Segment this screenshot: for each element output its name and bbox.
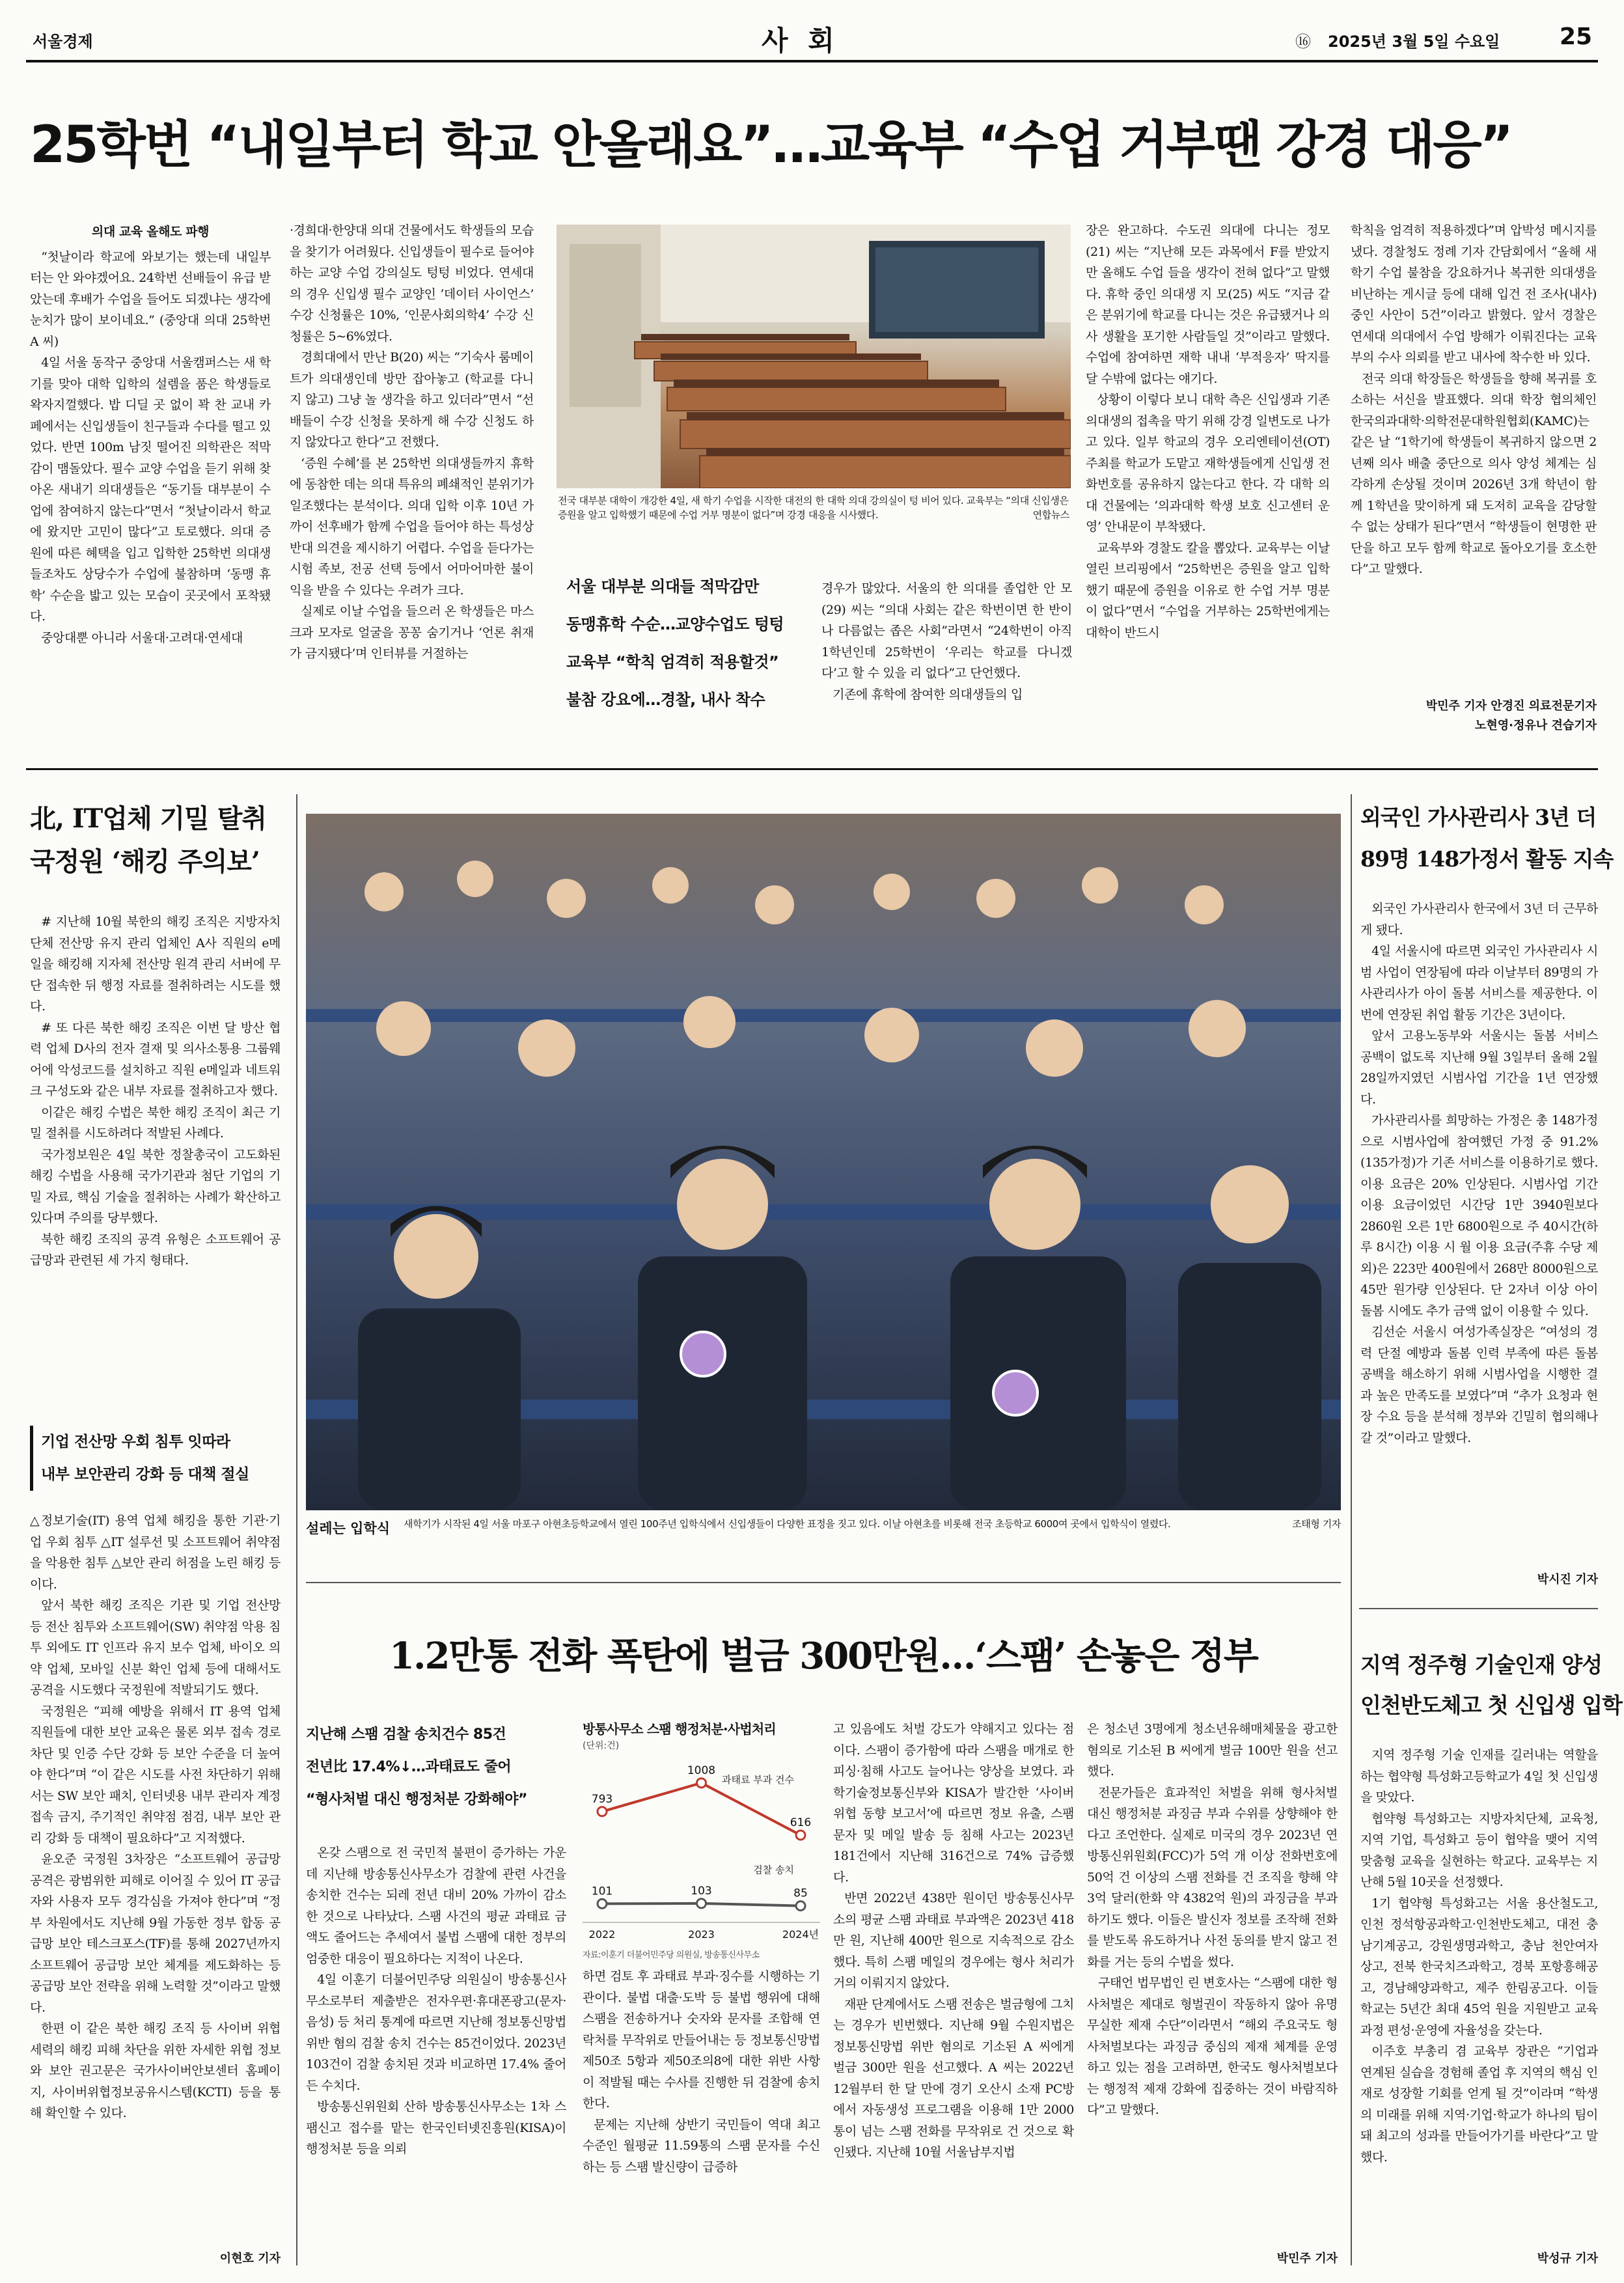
top-subheads (566, 568, 807, 719)
top-subhead: 동맹휴학 수순…교양수업도 텅텅 (566, 615, 784, 633)
lecture-hall-photo (557, 225, 1071, 488)
chart-series-label: 과태료 부과 건수 (722, 1774, 794, 1786)
housekeeper-para: 외국인 가사관리사 한국에서 3년 더 근무하게 됐다. (1360, 902, 1598, 937)
chart-unit: (단위:건) (583, 1741, 620, 1751)
header-rule (26, 60, 1598, 62)
top-col-2-p: 실제로 이날 수업을 들으러 온 학생들은 마스크과 모자로 얼굴을 꽁꽁 숨기거나 ‘언론 취재가 금지됐다’며 인터뷰를 거절하는 (290, 604, 534, 661)
photo2-credit: 조태형 기자 (1292, 1518, 1341, 1530)
nk-para: 앞서 북한 해킹 조직은 기관 및 기업 전산망 등 전산 침투와 소프트웨어(SW) 취약점 악용 침투 외에도 IT 인프라 유지 보수 업체, 바이오 의약 업체, 모바일 신분 확인 업체 등에 대해서도 공격을 시도했다 국정원에 적발되기도 했다. (30, 1598, 281, 1697)
top-byline-1: 박민주 기자 안경진 의료전문기자 (1425, 699, 1597, 713)
spam-col-1 (306, 1842, 566, 2265)
spam-para: 하면 검토 후 과태료 부과·징수를 시행하는 기관이다. 불법 대출·도박 등 불법 행위에 대해 스팸을 전송하거나 숫자와 문자를 조합해 연락처를 무작위로 만들어내는 등 정보통신망법 제50조 5항과 제50조의8에 대한 위반 사항이 적발될 때는 수사를 진행한 뒤 검찰에 송치한다. (583, 1969, 820, 2110)
nk-para: △정보기술(IT) 용역 업체 해킹을 통한 기관·기업 우회 침투 △IT 설루션 및 소프트웨어 취약점을 악용한 침투 △보안 관리 허점을 노린 해킹 등이다. (30, 1514, 281, 1592)
nk-para: 한편 이 같은 북한 해킹 조직 등 사이버 위협 세력의 해킹 피해 차단을 위한 자세한 위협 정보와 보안 권고문은 국가사이버안보센터 홈페이지, 사이버위협정보공유시스템(KCTI) 등을 통해 확인할 수 있다. (30, 2021, 281, 2120)
nk-headline-2: 국정원 ‘해킹 주의보’ (30, 846, 260, 877)
top-col-3b-p: 경우가 많았다. 서울의 한 의대를 졸업한 안 모(29) 씨는 “의대 사회는 같은 학번이면 한 반이나 다름없는 좁은 사회”라면서 “24학번이 아직 1학년인데 25학번이 ‘우리는 학교를 다니겠다’고 할 수 있을 리 없다”고 단언했다. (821, 581, 1072, 680)
chart-value-label: 101 (591, 1885, 613, 1898)
spam-subhead: “형사처벌 대신 행정처분 강화해야” (306, 1792, 527, 1808)
school-para: 지역 정주형 기술 인재를 길러내는 역할을 하는 협약형 특성화고등학교가 4일 첫 신입생을 맞았다. (1360, 1748, 1598, 1805)
chart-tick-label: 2023 (688, 1928, 715, 1941)
edition-mark: ⑯ (1295, 33, 1311, 51)
nk-subhead: 기업 전산망 우회 침투 잇따라 (41, 1433, 230, 1450)
spam-para: 문제는 지난해 상반기 국민들이 역대 최고 수준인 월평균 11.59통의 스팸 문자를 수신하는 등 스팸 발신량이 급증하 (583, 2117, 820, 2174)
spam-para: 온갖 스팸으로 전 국민적 불편이 증가하는 가운데 지난해 방송통신사무소가 검찰에 관련 사건을 송치한 건수는 되레 전년 대비 20% 가까이 감소한 것으로 나타났다. 스팸 사건의 평균 과태료 금액도 줄어드는 추세여서 불법 스팸에 대한 정부의 엄중한 대응이 필요하다는 지적이 나온다. (306, 1846, 566, 1966)
chart-value-label: 1008 (687, 1764, 716, 1777)
section-title: 사 회 (762, 25, 840, 57)
chart-point (796, 1831, 805, 1840)
entrance-ceremony-photo (306, 814, 1341, 1510)
housekeeper-col (1360, 898, 1598, 1572)
top-col-1-p: 중앙대뿐 아니라 서울대·고려대·연세대 (41, 630, 243, 645)
spam-para: 구태언 법무법인 린 변호사는 “스팸에 대한 형사처벌은 제대로 형벌권이 작동하지 않아 유명무실한 제재 수단”이라면서 “해외 주요국도 형사처벌보다는 과징금 중심의 제재 체계를 운영하고 있는 점을 고려하면, 한국도 형사처벌보다는 행정적 제재 강화에 집중하는 것이 바람직하다”고 말했다. (1087, 1976, 1338, 2117)
top-col-2-p: ·경희대·한양대 의대 건물에서도 학생들의 모습을 찾기가 어려웠다. 신입생들이 필수로 들어야 하는 교양 수업 강의실도 텅텅 비었다. 연세대의 경우 신입생 필수 교양인 ‘데이터 사이언스’ 수강 신청률은 10%, ‘인문사회의학4’ 수강 신청률은 5~6%였다. (290, 223, 534, 344)
housekeeper-para: 김선순 서울시 여성가족실장은 “여성의 경력 단절 예방과 돌봄 인력 부족에 따른 돌봄 공백을 해소하기 위해 시범사업을 시행한 결과 높은 만족도를 보였다”며 “추가 요청과 현장 수요 등을 분석해 정부와 긴밀히 협의해나갈 것”이라고 말했다. (1360, 1325, 1598, 1445)
nk-para: # 또 다른 북한 해킹 조직은 이번 달 방산 협력 업체 D사의 전자 결재 및 의사소통용 그룹웨어에 악성코드를 설치하고 직원 e메일과 네트워크 구성도와 같은 내부 자료를 절취하고자 했다. (30, 1020, 281, 1098)
chart-point (796, 1902, 805, 1911)
right-column-divider (1351, 794, 1352, 2265)
spam-para: 재판 단계에서도 스팸 전송은 벌금형에 그치는 경우가 빈번했다. 지난해 9월 수원지법은 정보통신망법 위반 혐의로 기소된 A 씨에게 벌금 300만 원을 선고했다. A 씨는 2022년 12월부터 한 달 만에 경기 오산시 소재 PC방에서 자동생성 프로그램을 이용해 1만 2000통이 넘는 스팸 전화를 무작위로 건 것으로 확인됐다. 지난해 10월 서울남부지법 (833, 1997, 1074, 2159)
nk-subhead-box (30, 1426, 292, 1491)
housekeeper-byline: 박시진 기자 (1537, 1573, 1598, 1586)
spam-chart-svg (583, 1751, 820, 1946)
chart-tick-label: 2024년 (782, 1928, 819, 1941)
photo2-caption (404, 1517, 1341, 1531)
chart-value-label: 793 (591, 1792, 613, 1806)
paper-name: 서울경제 (33, 33, 93, 51)
school-headline-1: 지역 정주형 기술인재 양성 (1360, 1652, 1603, 1678)
top-subhead: 불참 강요에…경찰, 내사 착수 (566, 691, 765, 709)
spam-subhead: 전년比 17.4%↓…과태료도 줄어 (306, 1759, 512, 1775)
nk-para: 윤오준 국정원 3차장은 “소프트웨어 공급망 공격은 광범위한 피해로 이어질 수 있어 IT 공급자와 사용자 모두 경각심을 가져야 한다”며 “정부 차원에서도 지난해 9월 가동한 정부 합동 공급망 보안 테스크포스(TF)를 통해 2027년까지 소프트웨어 공급망 보안 체계를 제도화하는 등 공급망 보안 전략을 위해 노력할 것”이라고 말했다. (30, 1852, 281, 2015)
chart-point (697, 1899, 706, 1908)
top-col-5-p: 학칙을 엄격히 적용하겠다”며 압박성 메시지를 냈다. 경찰청도 정례 기자 간담회에서 “올해 새 학기 수업 불참을 강요하거나 복귀한 의대생을 비난하는 게시글 등에 대해 입건 전 조사(내사) 중인 사안이 5건”이라고 밝혔다. 앞서 경찰은 연세대 의대에서 수업 방해가 이뤄진다는 교육부의 수사 의뢰를 받고 내사에 착수한 바 있다. (1351, 223, 1597, 365)
spam-byline: 박민주 기자 (1276, 2252, 1338, 2265)
right-story-divider (1359, 1608, 1598, 1609)
top-col-1-p: “첫날이라 학교에 와보기는 했는데 내일부터는 안 와야겠어요. 24학번 선배들이 유급 받았는데 후배가 수업을 들어도 되겠냐는 생각에 눈치가 많이 보이네요.” (중앙대 의대 25학번 A 씨) (30, 249, 271, 349)
housekeeper-para: 4일 서울시에 따르면 외국인 가사관리사 시범 사업이 연장됨에 따라 이날부터 89명의 가사관리사가 아이 돌봄 서비스를 제공한다. 이번에 연장된 취업 활동 기간은 3년이다. (1360, 944, 1598, 1022)
housekeeper-para: 앞서 고용노동부와 서울시는 돌봄 서비스 공백이 없도록 지난해 9월 3일부터 올해 2월 28일까지였던 시범사업 기간을 1년 연장했다. (1360, 1029, 1598, 1107)
nk-col-b (30, 1510, 281, 2246)
top-photo-caption (558, 493, 1069, 522)
nk-byline: 이현호 기자 (219, 2252, 281, 2265)
chart-tick-label: 2022 (588, 1928, 616, 1941)
top-col-1-p: 4일 서울 동작구 중앙대 서울캠퍼스는 새 학기를 맞아 대학 입학의 설렘을 품은 학생들로 왁자지껄했다. 밥 디딜 곳 없이 꽉 찬 교내 카페에서는 신입생들이 친구들과 수다를 떨고 있었다. 반면 100m 남짓 떨어진 의학관은 적막감이 맴돌았다. 필수 교양 수업을 듣기 위해 찾아온 새내기 의대생들은 “동기들 대부분이 수업에 참여하지 않는다”면서 “첫날이라서 학교에 왔지만 고민이 많다”고 토로했다. 의대 증원에 따른 혜택을 입고 입학한 25학번 의대생들조차도 상당수가 수업에 불참하며 ‘동맹 휴학’ 수순을 밟고 있는 모습이 곳곳에서 포착됐다. (30, 355, 271, 624)
spam-col-4 (833, 1719, 1074, 2265)
chart-point (598, 1807, 607, 1816)
chart-value-label: 103 (691, 1884, 712, 1898)
chart-series-line (602, 1783, 801, 1835)
nk-para: 북한 해킹 조직의 공격 유형은 소프트웨어 공급망과 관련된 세 가지 형태다. (30, 1232, 281, 1267)
school-col (1360, 1745, 1598, 2249)
chart-source: 자료:이훈기 더불어민주당 의원실, 방송통신사무소 (583, 1950, 760, 1960)
photo2-caption-text: 새학기가 시작된 4일 서울 마포구 아현초등학교에서 열린 100주년 입학식에서 신입생들이 다양한 표정을 짓고 있다. 이날 아현초를 비롯해 전국 초등학교 6000여 곳에서 입학식이 열렸다. (404, 1518, 1171, 1530)
school-byline: 박성규 기자 (1537, 2252, 1598, 2265)
left-column-divider (296, 794, 297, 2265)
chart-value-label: 616 (790, 1816, 812, 1829)
top-col-3b (821, 578, 1072, 747)
spam-col-3 (583, 1966, 820, 2265)
spam-top-rule (306, 1582, 1341, 1583)
top-col-4-p: 장은 완고하다. 수도권 의대에 다니는 정모(21) 씨는 “지난해 모든 과목에서 F를 받았지만 올해도 수업 들을 생각이 전혀 없다”고 말했다. 휴학 중인 의대생 지 모(25) 씨도 “지금 같은 분위기에 학교를 다니는 것은 유급됐거나 의사 생활을 포기한 사람들일 것”이라고 말했다. 수업에 참여하면 재학 내내 ‘부적응자’ 딱지를 달 수밖에 없다는 얘기다. (1086, 223, 1330, 386)
top-subhead: 서울 대부분 의대들 적막감만 (566, 577, 759, 596)
school-para: 이주호 부총리 겸 교육부 장관은 “기업과 연계된 실습을 경험해 졸업 후 지역의 핵심 인재로 성장할 기회를 얻게 될 것”이라며 “학생의 미래를 위해 지역·기업·학교가 하나의 팀이 돼 최고의 성과를 만들어가기를 바란다”고 말했다. (1360, 2044, 1598, 2165)
spam-para: 4일 이훈기 더불어민주당 의원실이 방송통신사무소로부터 제출받은 전자우편·휴대폰광고(문자·음성) 등 처리 통계에 따르면 지난해 정보통신망법 위반 혐의 검찰 송치 건수는 85건이었다. 2023년 103건이 검찰 송치된 것과 비교하면 17.4% 줄어든 수치다. (306, 1972, 566, 2093)
top-story-bottom-rule (26, 768, 1598, 770)
nk-col-a (30, 911, 281, 1419)
school-headline-2: 인천반도체고 첫 신입생 입학 (1360, 1693, 1623, 1718)
top-col-1 (30, 221, 271, 745)
top-col-4-p: 상황이 이렇다 보니 대학 측은 신입생과 기존 의대생의 접촉을 막기 위해 강경 일변도로 나가고 있다. 일부 학교의 경우 오리엔테이션(OT) 주최를 학교가 도맡고 재학생들에게 신입생 전화번호를 공유하지 않는다고 한다. 각 대학 의대 건물에는 ‘의과대학 학생 보호 신고센터 운영’ 안내문이 부착됐다. (1086, 393, 1330, 534)
top-col-2-p: 경희대에서 만난 B(20) 씨는 “기숙사 룸메이트가 의대생인데 방만 잡아놓고 (학교를 다니지 않고) 그냥 놀 생각을 하고 있더라”면서 “선배들이 수강 신청을 못하게 해 수강 신청도 하지 않았다고 한다”고 전했다. (290, 350, 534, 449)
nk-para: # 지난해 10월 북한의 해킹 조직은 지방자치단체 전산망 유지 관리 업체인 A사 직원의 e메일을 해킹해 지자체 전산망 원격 관리 서버에 무단 접속한 뒤 행정 자료를 절취하려는 시도를 했다. (30, 915, 281, 1014)
school-para: 협약형 특성화고는 지방자치단체, 교육청, 지역 기업, 특성화고 등이 협약을 맺어 지역 맞춤형 교육을 실현하는 학교다. 교육부는 지난해 5월 10곳을 선정했다. (1360, 1811, 1598, 1889)
school-para: 1기 협약형 특성화고는 서울 용산철도고, 인천 정석항공과학고·인천반도체고, 대전 충남기계공고, 강원생명과학고, 충남 천안여자상고, 전북 한국치즈과학고, 경북 포항흥해공고, 경남해양과학고, 제주 한림공고다. 이들 학교는 5년간 최대 45억 원을 지원받고 교육과정 편성·운영에 자율성을 갖는다. (1360, 1896, 1598, 2038)
housekeeper-headline-2: 89명 148가정서 활동 지속 (1360, 846, 1614, 872)
spam-col-5 (1087, 1719, 1338, 2246)
spam-para: 반면 2022년 438만 원이던 방송통신사무소의 평균 스팸 과태료 부과액은 2023년 418만 원, 지난해 400만 원으로 지속적으로 감소했다. 특히 스팸 메일의 경우에는 형사 처리가 거의 이뤄지지 않았다. (833, 1891, 1074, 1990)
spam-subheads (306, 1719, 566, 1816)
spam-para: 고 있음에도 처벌 강도가 약해지고 있다는 점이다. 스팸이 증가함에 따라 스팸을 매개로 한 피싱·침해 사고도 늘어나는 양상을 보였다. 과학기술정보통신부와 KISA가 발간한 ‘사이버 위협 동향 보고서’에 따르면 정보 유출, 스팸 문자 및 메일 발송 등 침해 사고는 2023년 181건에서 지난해 316건으로 74% 급증했다. (833, 1722, 1074, 1885)
nk-para: 국가정보원은 4일 북한 정찰총국이 고도화된 해킹 수법을 사용해 국가기관과 첨단 기업의 기밀 자료, 핵심 기술을 절취하는 사례가 확산하고 있다며 주의를 당부했다. (30, 1147, 281, 1225)
spam-para: 은 청소년 3명에게 청소년유해매체물을 광고한 혐의로 기소된 B 씨에게 벌금 100만 원을 선고했다. (1087, 1722, 1338, 1778)
chart-point (598, 1899, 607, 1908)
nk-para: 이같은 해킹 수법은 북한 해킹 조직이 최근 기밀 절취를 시도하려다 적발된 사례다. (30, 1105, 281, 1141)
top-col-4-p: 교육부와 경찰도 칼을 뽑았다. 교육부는 이날 열린 브리핑에서 “25학번은 증원을 알고 입학했기 때문에 증원을 이유로 한 수업 거부 명분이 없다”면서 “수업을 거부하는 25학번에게는 대학이 반드시 (1086, 540, 1330, 640)
spam-chart (583, 1719, 820, 1959)
spam-para: 방송통신위원회 산하 방송통신사무소는 1차 스팸신고 접수를 맡는 한국인터넷진흥원(KISA)이 행정처분 등을 의뢰 (306, 2099, 566, 2156)
housekeeper-headline-1: 외국인 가사관리사 3년 더 (1360, 805, 1597, 830)
spam-para: 전문가들은 효과적인 처벌을 위해 형사처벌 대신 행정처분 과징금 부과 수위를 상향해야 한다고 조언한다. 실제로 미국의 경우 2023년 연방통신위원회(FCC)가 5억 개 이상 전화번호에 50억 건 이상의 스팸 전화를 건 조직을 향해 약 3억 달러(한화 약 4382억 원)의 과징금을 부과하기도 했다. 이들은 발신자 정보를 조작해 전화를 받도록 유도하거나 사전 동의를 받지 않고 전화를 거는 등의 수법을 썼다. (1087, 1785, 1338, 1969)
top-photo-caption-text: 전국 대부분 대학이 개강한 4일, 새 학기 수업을 시작한 대전의 한 대학 의대 강의실이 텅 비어 있다. 교육부는 “의대 신입생은 증원을 알고 입학했기 때문에 수업 거부 명분이 없다”며 강경 대응을 시사했다. (558, 495, 1069, 521)
chart-value-label: 85 (793, 1887, 808, 1900)
chart-title: 방통사무소 스팸 행정처분·사법처리 (583, 1721, 776, 1737)
top-subhead: 교육부 “학칙 엄격히 적용할것” (566, 653, 779, 671)
top-col-2 (290, 220, 534, 745)
page-number: 25 (1560, 23, 1593, 50)
housekeeper-para: 가사관리사를 희망하는 가정은 총 148가정으로 시범사업에 참여했던 가정 중 91.2%(135가정)가 기존 서비스를 이용하기로 했다. 이용 요금은 20% 인상된다. 시범사업 기간 이용 요금이었던 시간당 1만 3940원보다 2860원 오른 1만 6800원으로 주 40시간(하루 8시간) 이용 시 월 이용 요금(주휴 수당 제외)은 223만 400원에서 268만 8000원으로 45만 원가량 인상된다. 단 2자녀 이상 아이 돌봄 시에도 추가 금액 없이 이용할 수 있다. (1360, 1113, 1598, 1318)
top-col-5-p: 전국 의대 학장들은 학생들을 향해 복귀를 호소하는 서신을 발표했다. 의대 학장 협의체인 한국의과대학·의학전문대학원협회(KAMC)는 같은 날 “1학기에 학생들이 복귀하지 않으면 2년째 의사 배출 중단으로 의사 양성 체계는 심각하게 손상될 것이며 2026년 3개 학년이 함께 1학년을 맞이하게 돼 도저히 교육을 감당할 수 없는 상태가 된다”면서 “학생들이 현명한 판단을 하고 모두 함께 학교로 돌아오기를 호소한다”고 말했다. (1351, 371, 1597, 576)
top-col-2-p: ‘증원 수혜’를 본 25학번 의대생들까지 휴학에 동참한 데는 의대 특유의 폐쇄적인 분위기가 일조했다는 분석이다. 의대 입학 이후 10년 가까이 선후배가 함께 수업을 들어야 하는 특성상 반대 의견을 제시하기 어렵다. 수업을 듣다가는 시험 족보, 전공 선택 등에서 어마어마한 불이익을 받을 수 있다는 우려가 크다. (290, 456, 534, 598)
top-byline-2: 노현영·정유나 견습기자 (1475, 719, 1597, 732)
top-photo-credit: 연합뉴스 (1032, 509, 1069, 521)
nk-headline-1: 北, IT업체 기밀 탈취 (30, 803, 267, 834)
chart-series-label: 검찰 송치 (753, 1864, 794, 1876)
top-col-4 (1086, 220, 1330, 747)
chart-point (697, 1778, 706, 1788)
top-col-5 (1351, 220, 1597, 699)
photo2-title: 설레는 입학식 (306, 1521, 391, 1536)
top-col-3b-p: 기존에 휴학에 참여한 의대생들의 입 (833, 687, 1023, 702)
spam-headline: 1.2만통 전화 폭탄에 벌금 300만원…‘스팸’ 손놓은 정부 (389, 1635, 1258, 1678)
top-kicker: 의대 교육 올해도 파행 (91, 225, 210, 239)
nk-para: 국정원은 “피해 예방을 위해서 IT 용역 업체 직원들에 대한 보안 교육은 물론 외부 접속 경로 차단 및 인증 수단 강화 등 보안 수준을 더 높여야 한다”며 “이 같은 시도를 사전 차단하기 위해서는 SW 보안 패치, 인터넷용 내부 관리자 계정 접속 금지, 주기적인 취약점 점검, 내부 보안 관리 강화 등 대책이 필요하다”고 지적했다. (30, 1704, 281, 1846)
nk-subhead: 내부 보안관리 강화 등 대책 절실 (41, 1466, 249, 1483)
spam-subhead: 지난해 스팸 검찰 송치건수 85건 (306, 1726, 506, 1743)
top-headline: 25학번 “내일부터 학교 안올래요”…교육부 “수업 거부땐 강경 대응” (30, 116, 1512, 174)
issue-date: 2025년 3월 5일 수요일 (1328, 33, 1500, 51)
